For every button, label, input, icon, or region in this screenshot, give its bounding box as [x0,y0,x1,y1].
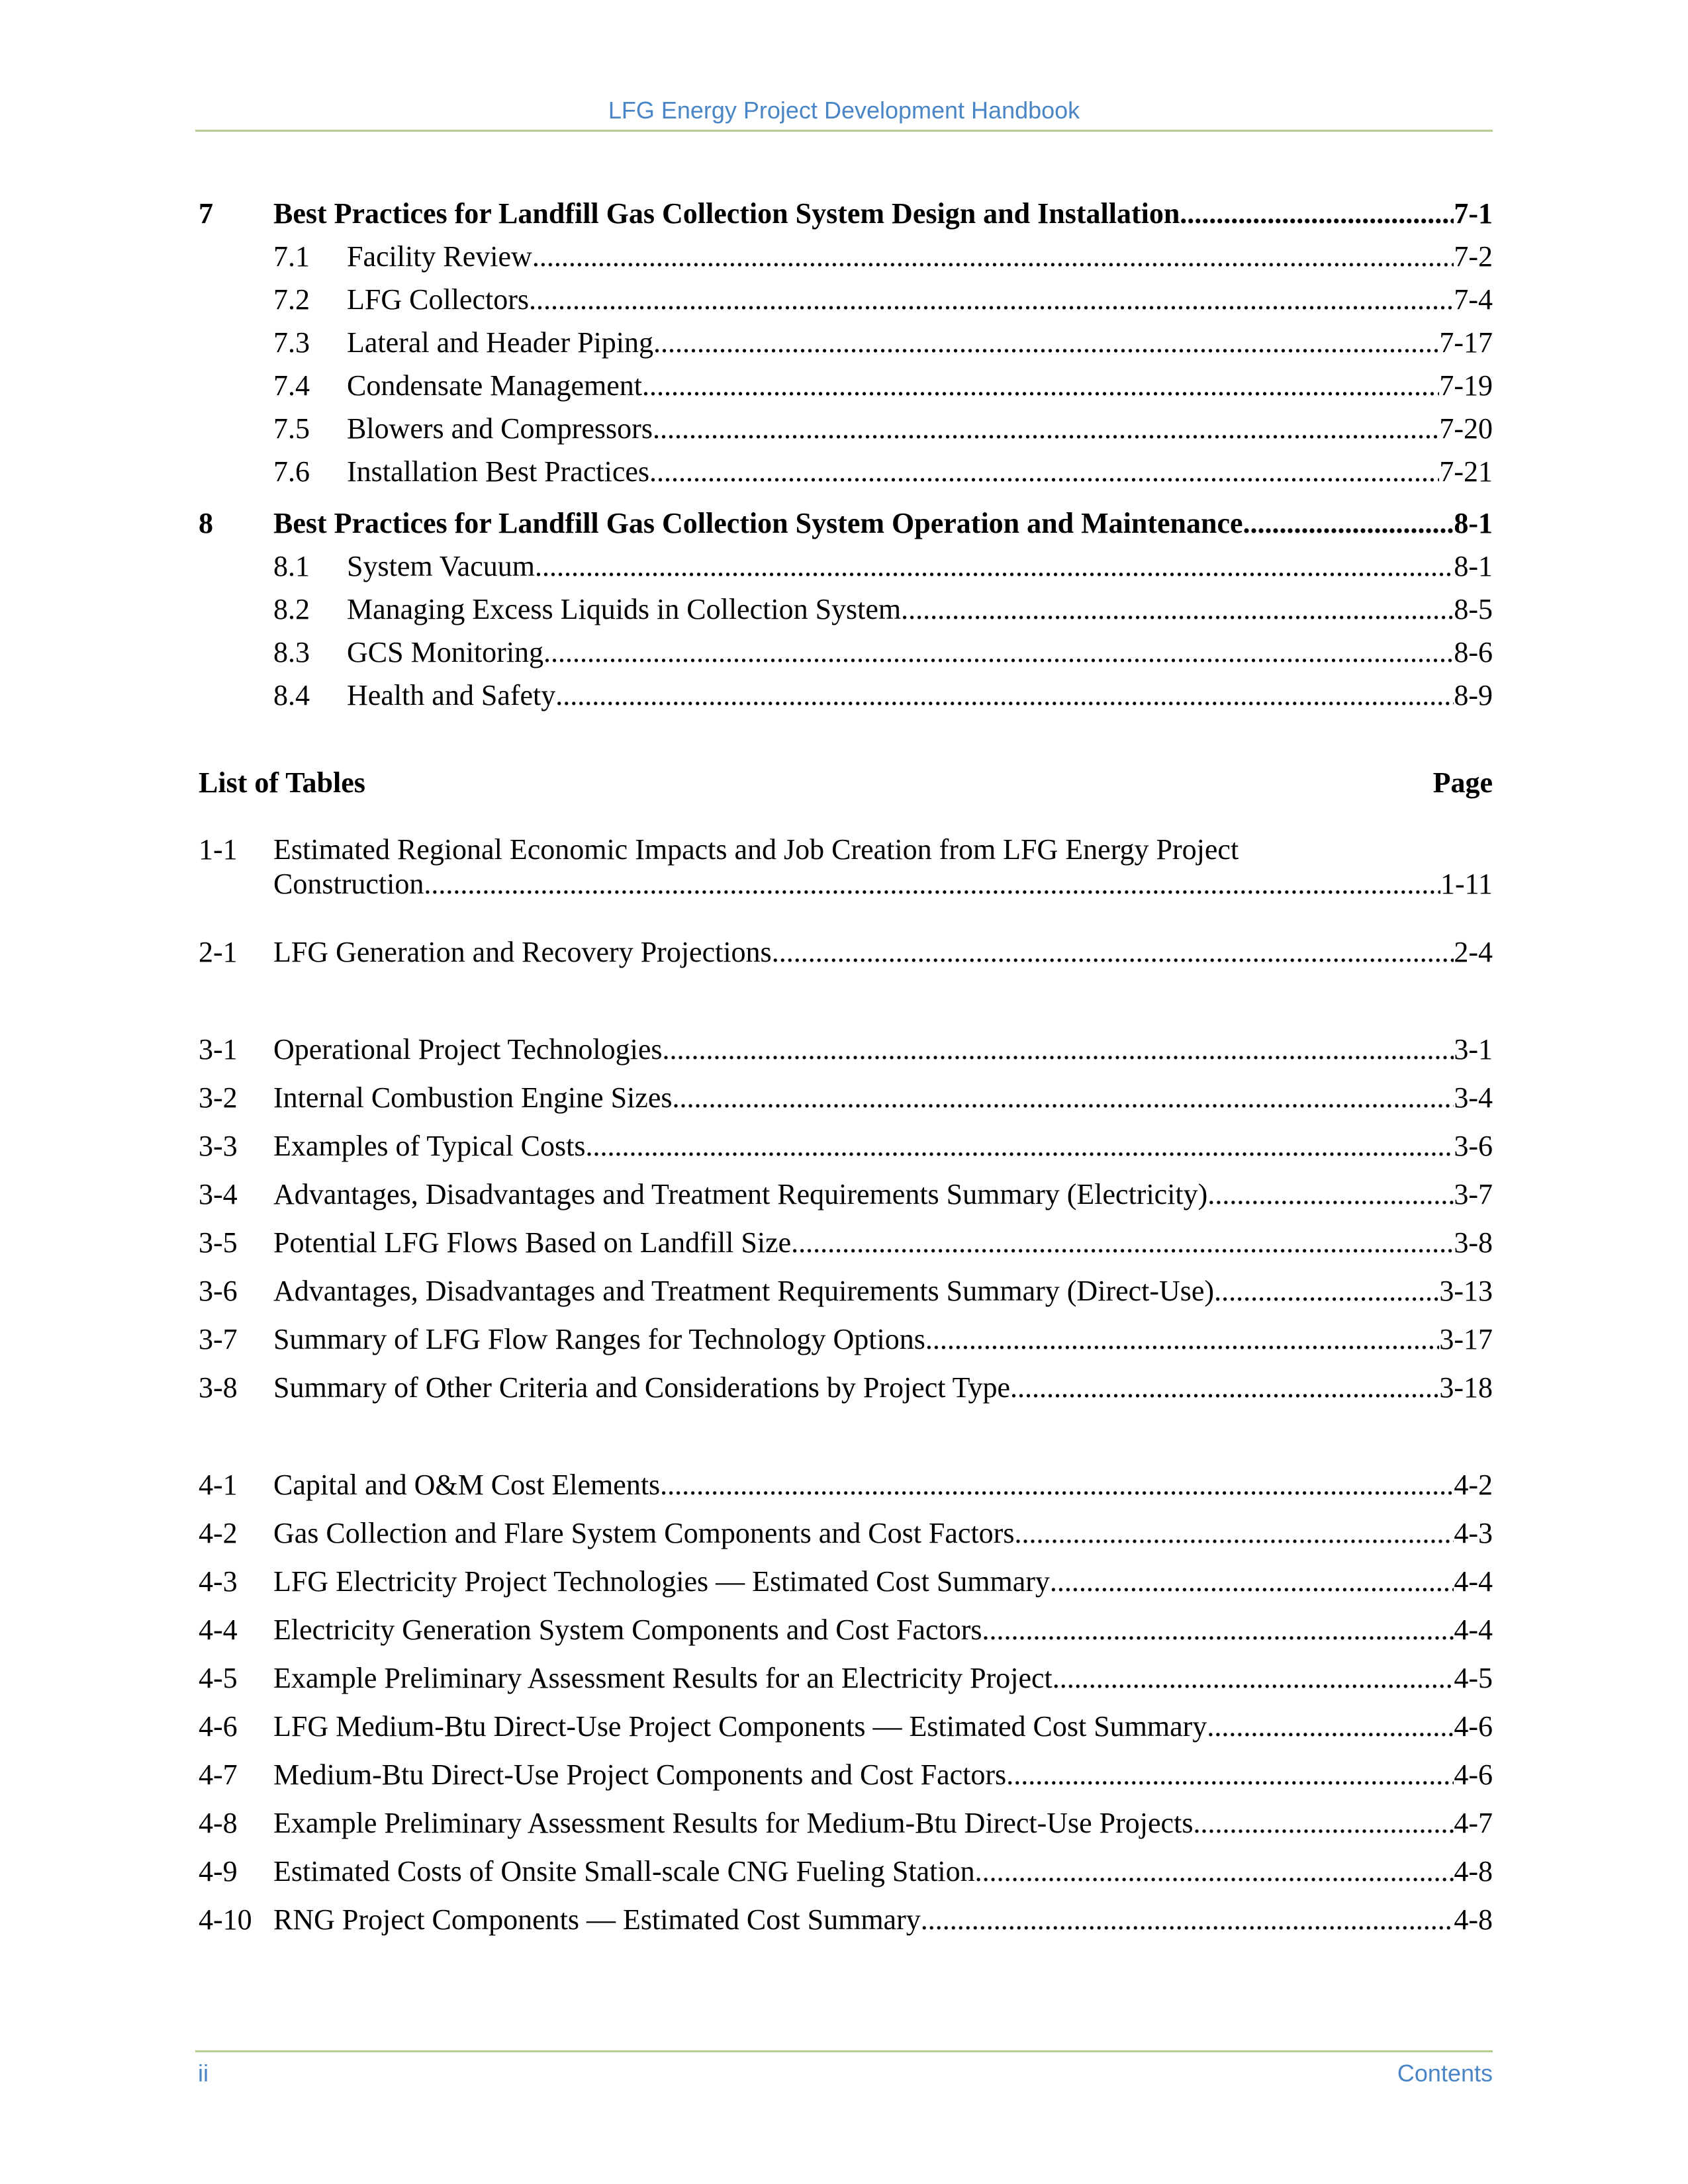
page-ref: 8-1 [1454,550,1493,582]
table-number: 3-4 [199,1178,238,1210]
section-title: Health and Safety [347,679,556,711]
dot-leader [921,1903,1454,1937]
table-number: 3-8 [199,1371,238,1404]
table-title: Summary of LFG Flow Ranges for Technology Options [273,1323,925,1355]
dot-leader [982,1613,1454,1647]
table-title: LFG Electricity Project Technologies — Estimated Cost Summary [273,1565,1050,1598]
page-ref: 3-6 [1454,1130,1493,1162]
table-title: Capital and O&M Cost Elements [273,1469,661,1501]
table-title: Summary of Other Criteria and Considerations by Project Type [273,1371,1010,1404]
chapter-number: 7 [199,197,213,230]
table-number: 3-7 [199,1323,238,1355]
table-title: Medium-Btu Direct-Use Project Components and Cost Factors [273,1758,1007,1791]
table-entry-1-1[interactable] [199,833,1493,901]
dot-leader [772,935,1454,970]
section-number: 7.5 [273,412,310,445]
dot-leader [1180,197,1454,231]
table-title: RNG Project Components — Estimated Cost Summary [273,1903,921,1936]
page-ref: 4-7 [1454,1807,1493,1839]
table-number: 4-4 [199,1614,238,1646]
section-title: System Vacuum [347,550,535,582]
page-ref: 7-21 [1439,455,1493,488]
table-title: Operational Project Technologies [273,1033,663,1066]
page-ref: 7-4 [1454,283,1493,316]
dot-leader [586,1129,1454,1163]
section-title: Blowers and Compressors [347,412,653,445]
table-number: 4-5 [199,1662,238,1694]
dot-leader [649,455,1439,489]
dot-leader [925,1322,1440,1357]
section-title: Installation Best Practices [347,455,649,488]
table-title: LFG Medium-Btu Direct-Use Project Components — Estimated Cost Summary [273,1710,1207,1743]
dot-leader [901,592,1454,627]
page-ref: 7-17 [1439,326,1493,359]
page-ref: 4-8 [1454,1903,1493,1936]
page-ref: 7-2 [1454,240,1493,273]
section-title: Condensate Management [347,369,642,402]
page-column-heading: Page [1432,766,1493,799]
table-title: Internal Combustion Engine Sizes [273,1081,673,1114]
dot-leader [1050,1565,1454,1599]
page-ref: 8-5 [1454,593,1493,625]
dot-leader [1214,1274,1439,1308]
table-title: Example Preliminary Assessment Results for an Electricity Project [273,1662,1053,1694]
dot-leader [1010,1371,1439,1405]
footer-page-number: ii [198,2060,209,2087]
dot-leader [1207,1177,1454,1212]
page-ref: 4-6 [1454,1758,1493,1791]
running-header: LFG Energy Project Development Handbook [608,97,1080,124]
table-number: 4-6 [199,1710,238,1743]
dot-leader [672,1081,1454,1115]
table-number: 3-3 [199,1130,238,1162]
page-ref: 3-8 [1454,1226,1493,1259]
table-number: 2-1 [199,936,238,968]
page-ref: 4-5 [1454,1662,1493,1694]
page-ref: 4-3 [1454,1517,1493,1549]
dot-leader [532,240,1454,274]
page-ref: 7-1 [1454,197,1493,230]
dot-leader [975,1854,1454,1889]
section-number: 8.1 [273,550,310,582]
chapter-title: Best Practices for Landfill Gas Collection System Operation and Maintenance [273,507,1243,539]
page-ref: 4-2 [1454,1469,1493,1501]
page-ref: 4-4 [1454,1565,1493,1598]
section-number: 8.2 [273,593,310,625]
dot-leader [535,549,1454,584]
table-number: 4-1 [199,1469,238,1501]
page-ref: 3-7 [1454,1178,1493,1210]
section-number: 7.4 [273,369,310,402]
page-ref: 3-4 [1454,1081,1493,1114]
table-number: 4-2 [199,1517,238,1549]
dot-leader [653,412,1439,446]
table-number: 4-9 [199,1855,238,1888]
table-title: Estimated Costs of Onsite Small-scale CNG Fueling Station [273,1855,975,1888]
table-number: 3-2 [199,1081,238,1114]
page-ref: 4-8 [1454,1855,1493,1888]
page-ref: 7-19 [1439,369,1493,402]
table-title: Advantages, Disadvantages and Treatment Requirements Summary (Electricity) [273,1178,1208,1210]
page-ref: 8-9 [1454,679,1493,711]
dot-leader [663,1032,1454,1067]
dot-leader [1014,1516,1454,1551]
table-number: 1-1 [199,833,238,866]
section-number: 7.2 [273,283,310,316]
list-of-tables-heading: List of Tables [199,766,365,799]
section-title: GCS Monitoring [347,636,544,668]
table-number: 3-1 [199,1033,238,1066]
dot-leader [791,1226,1454,1260]
section-number: 8.3 [273,636,310,668]
header-rule [195,130,1493,132]
section-number: 8.4 [273,679,310,711]
section-title: Lateral and Header Piping [347,326,654,359]
chapter-number: 8 [199,507,213,539]
chapter-title: Best Practices for Landfill Gas Collection System Design and Installation [273,197,1180,230]
table-title-line2: Construction [273,868,424,900]
table-title: Electricity Generation System Components and Cost Factors [273,1614,982,1646]
dot-leader [555,678,1454,713]
page-ref: 3-1 [1454,1033,1493,1066]
page-ref: 3-18 [1439,1371,1493,1404]
section-number: 7.3 [273,326,310,359]
section-title: Facility Review [347,240,532,273]
dot-leader [653,326,1439,360]
dot-leader [1006,1758,1454,1792]
page-ref: 4-6 [1454,1710,1493,1743]
page-ref: 1-11 [1440,868,1493,900]
page-ref: 3-17 [1439,1323,1493,1355]
table-number: 3-5 [199,1226,238,1259]
dot-leader [424,867,1440,901]
footer-section-name: Contents [1397,2060,1493,2087]
table-title: LFG Generation and Recovery Projections [273,936,772,968]
page-ref: 4-4 [1454,1614,1493,1646]
page-ref: 8-6 [1454,636,1493,668]
section-title: Managing Excess Liquids in Collection System [347,593,902,625]
dot-leader [660,1468,1454,1502]
table-number: 4-3 [199,1565,238,1598]
dot-leader [1207,1709,1454,1744]
table-title: Gas Collection and Flare System Components and Cost Factors [273,1517,1015,1549]
table-title: Potential LFG Flows Based on Landfill Size [273,1226,792,1259]
dot-leader [1243,506,1454,541]
table-number: 4-10 [199,1903,252,1936]
page-ref: 3-13 [1439,1275,1493,1307]
page-ref: 2-4 [1454,936,1493,968]
section-number: 7.1 [273,240,310,273]
table-title: Example Preliminary Assessment Results for Medium-Btu Direct-Use Projects [273,1807,1194,1839]
footer-rule [195,2050,1493,2052]
dot-leader [1053,1661,1454,1696]
page-ref: 7-20 [1439,412,1493,445]
section-title: LFG Collectors [347,283,529,316]
dot-leader [1193,1806,1454,1841]
section-number: 7.6 [273,455,310,488]
dot-leader [529,283,1454,317]
table-title: Advantages, Disadvantages and Treatment Requirements Summary (Direct-Use) [273,1275,1215,1307]
dot-leader [543,635,1454,670]
page-ref: 8-1 [1454,507,1493,539]
table-number: 4-8 [199,1807,238,1839]
table-number: 3-6 [199,1275,238,1307]
dot-leader [642,369,1439,403]
table-number: 4-7 [199,1758,238,1791]
table-title-line1: Estimated Regional Economic Impacts and Job Creation from LFG Energy Project [273,833,1239,866]
table-title: Examples of Typical Costs [273,1130,586,1162]
